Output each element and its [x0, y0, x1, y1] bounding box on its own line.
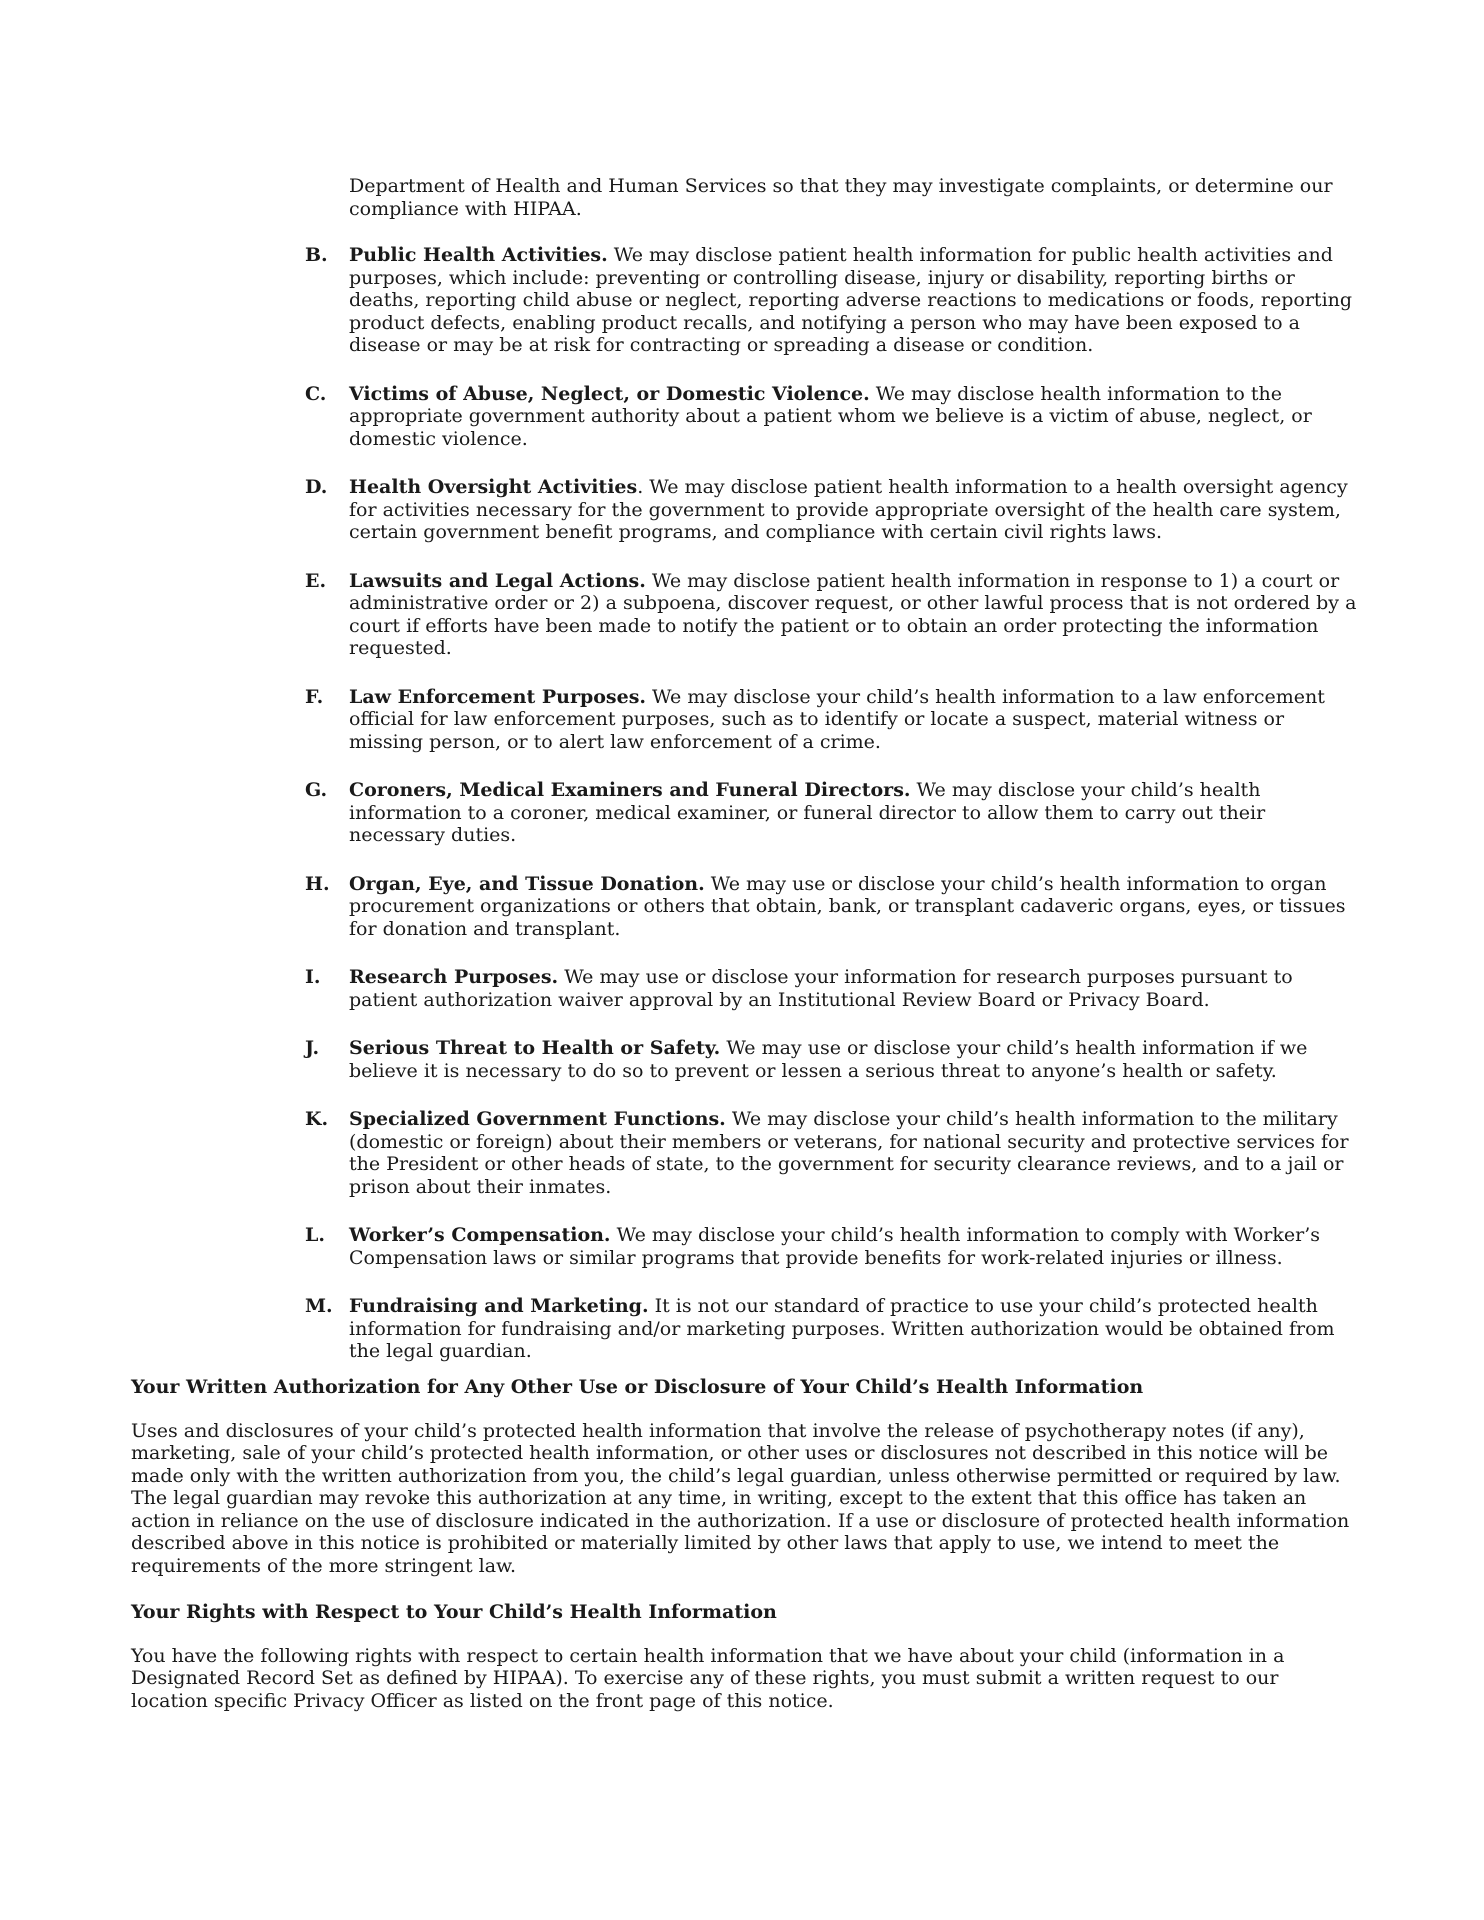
- item-title: Victims of Abuse, Neglect, or Domestic Violence.: [349, 382, 870, 405]
- item-title: Worker’s Compensation.: [349, 1224, 611, 1246]
- item-title: Lawsuits and Legal Actions.: [349, 569, 646, 592]
- item-text: We may use or disclose your information for research purposes pursuant to patient authorization waiver approval by an Institutional Review Board or Privacy Board.: [349, 966, 1293, 1011]
- item-letter: H.: [305, 872, 330, 895]
- intro-continuation: Department of Health and Human Services so that they may investigate complaints, or determine our compliance with HIPAA.: [349, 175, 1333, 220]
- list-item: [305, 1295, 1359, 1363]
- item-letter: D.: [305, 476, 328, 498]
- disclosure-list: [305, 244, 1359, 1389]
- bottom-sections: [131, 1376, 1359, 1736]
- rights-paragraph: You have the following rights with respect to certain health information that we have about your child (information in a Designated Record Set as defined by HIPAA). To exercise any of these rights, you must submit a written request to our location specific Privacy Officer as listed on the front page of this notice.: [131, 1644, 1285, 1712]
- item-title: Fundraising and Marketing.: [349, 1295, 649, 1317]
- list-item: [305, 966, 1359, 1011]
- item-letter: G.: [305, 779, 328, 801]
- list-item: [305, 383, 1359, 451]
- item-letter: J.: [305, 1037, 320, 1059]
- item-title: Law Enforcement Purposes.: [349, 685, 647, 708]
- list-item: [305, 244, 1359, 357]
- list-item: [305, 686, 1359, 754]
- item-text: We may use or disclose your child’s health information to organ procurement organizations or others that obtain, bank, or transplant cadaveric organs, eyes, or tissues for donation and transplant.: [349, 872, 1346, 940]
- item-text: We may disclose your child’s health information to a coroner, medical examiner, or funeral director to allow them to carry out their necessary duties.: [349, 779, 1266, 846]
- item-text: . We may disclose patient health information to a health oversight agency for activities necessary for the government to provide appropriate oversight of the health care system, certain government benefit programs, and compliance with certain civil rights laws.: [349, 476, 1348, 543]
- item-letter: I.: [305, 966, 321, 988]
- item-title: Organ, Eye, and Tissue Donation.: [349, 872, 705, 895]
- list-item: [305, 570, 1359, 660]
- item-title: Health Oversight Activities: [349, 476, 638, 498]
- item-letter: C.: [305, 382, 327, 405]
- item-letter: E.: [305, 569, 327, 592]
- item-title: Serious Threat to Health or Safety.: [349, 1037, 721, 1059]
- list-item: [305, 1224, 1359, 1269]
- authorization-paragraph: Uses and disclosures of your child’s protected health information that involve the release of psychotherapy notes (if any), marketing, sale of your child’s protected health information, or other uses or disclosures not described in this notice will be made only with the written authorization from you, the child’s legal guardian, unless otherwise permitted or required by law. The legal guardian may revoke this authorization at any time, in writing, except to the extent that this office has taken an action in reliance on the use of disclosure indicated in the authorization. If a use or disclosure of protected health information described above in this notice is prohibited or materially limited by other laws that apply to use, we intend to meet the requirements of the more stringent law.: [131, 1419, 1350, 1577]
- list-item: [305, 476, 1359, 544]
- item-text: We may disclose your child’s health information to the military (domestic or foreign) about their members or veterans, for national security and protective services for the President or other heads of state, to the government for security clearance reviews, and to a jail or prison about their inmates.: [349, 1108, 1349, 1198]
- item-text: We may disclose your child’s health information to comply with Worker’s Compensation laws or similar programs that provide benefits for work-related injuries or illness.: [349, 1224, 1321, 1269]
- list-item: [305, 1037, 1359, 1082]
- item-letter: F.: [305, 685, 324, 708]
- item-text: We may disclose patient health information in response to 1) a court or administrative order or 2) a subpoena, discover request, or other lawful process that is not ordered by a court if efforts have been made to notify the patient or to obtain an order protecting the information requested.: [349, 569, 1357, 659]
- item-text: We may use or disclose your child’s health information if we believe it is necessary to do so to prevent or lessen a serious threat to anyone’s health or safety.: [349, 1037, 1308, 1082]
- item-text: We may disclose your child’s health information to a law enforcement official for law enforcement purposes, such as to identify or locate a suspect, material witness or missing person, or to alert law enforcement of a crime.: [349, 685, 1325, 753]
- item-title: Coroners, Medical Examiners and Funeral Directors.: [349, 779, 911, 801]
- item-text: We may disclose health information to the appropriate government authority about a patient whom we believe is a victim of abuse, neglect, or domestic violence.: [349, 382, 1312, 450]
- item-text: We may disclose patient health information for public health activities and purposes, which include: preventing or controlling disease, injury or disability, reporting births or deaths, reporting child abuse or neglect, reporting adverse reactions to medications or foods, reporting product defects, enabling product recalls, and notifying a person who may have been exposed to a disease or may be at risk for contracting or spreading a disease or condition.: [349, 244, 1353, 356]
- list-item: [305, 1108, 1359, 1198]
- authorization-heading: Your Written Authorization for Any Other Use or Disclosure of Your Child’s Health Information: [131, 1376, 1144, 1398]
- item-letter: K.: [305, 1108, 329, 1130]
- item-title: Specialized Government Functions.: [349, 1108, 726, 1130]
- item-title: Public Health Activities.: [349, 244, 608, 266]
- item-letter: M.: [305, 1295, 333, 1317]
- rights-heading: Your Rights with Respect to Your Child’s Health Information: [131, 1601, 777, 1623]
- list-item: [305, 873, 1359, 941]
- item-title: Research Purposes.: [349, 966, 559, 988]
- item-letter: L.: [305, 1224, 325, 1246]
- list-item: [305, 779, 1359, 847]
- item-text: It is not our standard of practice to use your child’s protected health information for fundraising and/or marketing purposes. Written authorization would be obtained from the legal guardian.: [349, 1295, 1335, 1362]
- item-letter: B.: [305, 244, 328, 266]
